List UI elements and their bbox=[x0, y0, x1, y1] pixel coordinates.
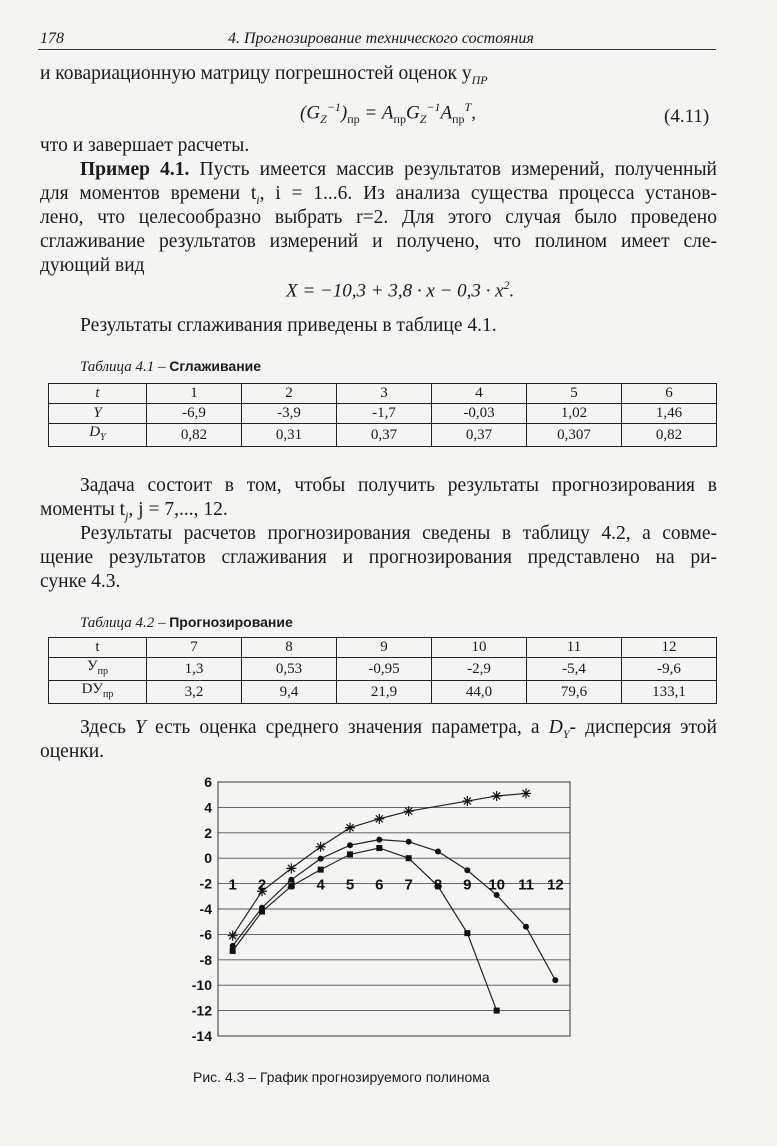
table-cell: $У_{пр}$ bbox=[49, 658, 147, 681]
task-line-2-text: моменты t bbox=[40, 499, 126, 520]
table-cell: 0,31 bbox=[242, 424, 337, 447]
data-point-circle bbox=[347, 842, 353, 848]
polynomial-equation-text: X = −10,3 + 3,8 · x − 0,3 · x bbox=[286, 280, 504, 302]
x-tick-label: 2 bbox=[257, 876, 267, 894]
table-cell: -1,7 bbox=[337, 404, 432, 424]
data-point-star bbox=[462, 796, 472, 806]
here-line-1: Здесь Y есть оценка среднего значения параметра, а $D_Y-$ дисперсия этой bbox=[80, 717, 717, 741]
table-row bbox=[49, 638, 717, 658]
table-cell: 0,53 bbox=[242, 658, 337, 681]
data-point-circle bbox=[376, 837, 382, 843]
paragraph-results-ref: Результаты сглаживания приведены в таблице 4.1. bbox=[80, 315, 497, 336]
data-point-star bbox=[521, 788, 531, 798]
y-tick-label: 0 bbox=[204, 850, 212, 867]
here-line-1-y: Y bbox=[135, 717, 146, 738]
task-line-1-text: Задача состоит в том, чтобы получить результаты прогнозирования в bbox=[80, 475, 717, 496]
table-cell: -5,4 bbox=[527, 658, 622, 681]
table-row bbox=[49, 424, 717, 447]
here-line-1-e: - дисперсия этой bbox=[569, 717, 717, 738]
data-point-circle bbox=[406, 839, 412, 845]
table-cell: 10 bbox=[432, 638, 527, 658]
task-line-2: моменты $t_j$, j = 7,..., 12. bbox=[40, 499, 228, 523]
series-line bbox=[233, 848, 497, 1011]
polynomial-equation: $X = -10,3 + 3,8 \cdot x - 0,3 \cdot x^2$. bbox=[286, 278, 515, 302]
example-line-1 bbox=[40, 158, 717, 182]
header-rule bbox=[38, 49, 716, 50]
table-cell: 133,1 bbox=[622, 681, 717, 704]
data-point-square bbox=[347, 851, 353, 857]
here-line-1-c: есть оценка среднего значения параметра, а bbox=[145, 717, 549, 738]
data-point-star bbox=[492, 791, 502, 801]
x-tick-label: 8 bbox=[433, 876, 443, 894]
y-tick-label: -12 bbox=[191, 1002, 212, 1019]
table-cell: 1,3 bbox=[147, 658, 242, 681]
data-point-circle bbox=[318, 856, 324, 862]
table-cell: -6,9 bbox=[147, 404, 242, 424]
table-4-2-caption-title: Прогнозирование bbox=[169, 614, 293, 630]
x-tick-label: 4 bbox=[316, 876, 325, 894]
task-line-2-text-b: , j = 7,..., 12. bbox=[128, 499, 228, 520]
y-tick-label: -8 bbox=[199, 951, 212, 968]
example-line-2-text-b: , i = 1...6. Из анализа существа процесса установ- bbox=[259, 183, 718, 204]
example-line-1-text: Пусть имеется массив результатов измерений, полученный bbox=[189, 159, 717, 180]
y-tick-label: 4 bbox=[204, 799, 212, 816]
running-title: 4. Прогнозирование технического состояния bbox=[228, 30, 534, 47]
table-cell: 0,37 bbox=[337, 424, 432, 447]
x-tick-label: 10 bbox=[488, 876, 506, 894]
results-line-1 bbox=[40, 522, 717, 546]
table-cell: 4 bbox=[432, 384, 527, 404]
data-point-star bbox=[316, 842, 326, 852]
paragraph-covariance-text: и ковариационную матрицу погрешностей оценок y bbox=[40, 63, 472, 84]
equation-4-11: $(G_Z^{-1})_{пр} = A_{пр}G_Z^{-1}A_{пр}^T$, bbox=[300, 100, 476, 127]
data-point-square bbox=[230, 948, 236, 954]
example-line-5: дующий вид bbox=[40, 255, 145, 276]
data-point-circle bbox=[523, 924, 529, 930]
x-tick-label: 9 bbox=[463, 876, 472, 894]
data-point-circle bbox=[552, 977, 558, 983]
data-point-star bbox=[286, 863, 296, 873]
table-4-2-caption bbox=[80, 614, 293, 632]
table-cell: 0,307 bbox=[527, 424, 622, 447]
table-cell: 0,37 bbox=[432, 424, 527, 447]
table-cell: t bbox=[49, 638, 147, 658]
table-cell: -2,9 bbox=[432, 658, 527, 681]
table-cell-text: DУ bbox=[81, 681, 104, 697]
data-point-square bbox=[494, 1008, 500, 1014]
here-line-1-a: Здесь bbox=[80, 717, 136, 738]
data-point-circle bbox=[464, 867, 470, 873]
data-point-star bbox=[404, 806, 414, 816]
table-cell: 1,02 bbox=[527, 404, 622, 424]
table-cell: 0,82 bbox=[147, 424, 242, 447]
figure-caption: Рис. 4.3 – График прогнозируемого полинома bbox=[193, 1069, 490, 1085]
table-4-2 bbox=[48, 637, 717, 704]
example-line-4: сглаживание результатов измерений и получено, что полином имеет сле- bbox=[40, 231, 717, 252]
data-point-square bbox=[464, 930, 470, 936]
table-cell: $DУ_{пр}$ bbox=[49, 681, 147, 704]
data-point-star bbox=[374, 814, 384, 824]
table-cell: 9,4 bbox=[242, 681, 337, 704]
table-cell: 12 bbox=[622, 638, 717, 658]
table-cell: 1,46 bbox=[622, 404, 717, 424]
table-cell: 8 bbox=[242, 638, 337, 658]
table-cell: -0,03 bbox=[432, 404, 527, 424]
table-4-1 bbox=[48, 383, 717, 447]
table-cell: 0,82 bbox=[622, 424, 717, 447]
table-cell: 44,0 bbox=[432, 681, 527, 704]
table-cell: 2 bbox=[242, 384, 337, 404]
here-line-1-d: D bbox=[548, 717, 563, 738]
data-point-circle bbox=[435, 848, 441, 854]
table-cell-text: У bbox=[87, 658, 98, 674]
table-cell: 9 bbox=[337, 638, 432, 658]
table-4-1-caption bbox=[80, 358, 261, 376]
table-cell: 79,6 bbox=[527, 681, 622, 704]
table-4-1-caption-label: Таблица 4.1 – bbox=[80, 359, 166, 375]
table-cell: $D_Y$ bbox=[49, 424, 147, 447]
x-tick-label: 6 bbox=[375, 876, 384, 894]
equation-4-11-rhs: = A bbox=[359, 102, 394, 124]
data-point-star bbox=[228, 931, 238, 941]
table-4-2-caption-label: Таблица 4.2 – bbox=[80, 615, 166, 631]
x-tick-label: 7 bbox=[404, 876, 413, 894]
polynomial-chart bbox=[190, 770, 590, 1050]
table-cell: 1 bbox=[147, 384, 242, 404]
table-cell: -9,6 bbox=[622, 658, 717, 681]
y-tick-label: -6 bbox=[199, 926, 212, 943]
y-tick-label: -4 bbox=[199, 901, 212, 917]
page-number: 178 bbox=[40, 30, 64, 47]
here-line-2: оценки. bbox=[40, 741, 105, 762]
results-line-3: сунке 4.3. bbox=[40, 571, 121, 592]
x-tick-label: 12 bbox=[546, 876, 564, 894]
x-tick-label: 5 bbox=[345, 876, 355, 894]
table-cell: 5 bbox=[527, 384, 622, 404]
results-line-1-text: Результаты расчетов прогнозирования сведены в таблицу 4.2, а совме- bbox=[80, 523, 717, 544]
y-tick-label: -2 bbox=[199, 875, 212, 892]
data-point-square bbox=[376, 845, 382, 851]
x-tick-label: 11 bbox=[518, 876, 534, 894]
table-cell: 3 bbox=[337, 384, 432, 404]
example-line-2: для моментов времени $t_i$, i = 1...6. Из анализа существа процесса установ- bbox=[40, 183, 718, 207]
table-cell: -3,9 bbox=[242, 404, 337, 424]
example-line-3: лено, что целесообразно выбрать r=2. Для этого случая было проведено bbox=[40, 207, 717, 228]
table-row bbox=[49, 404, 717, 424]
table-cell: 3,2 bbox=[147, 681, 242, 704]
table-row bbox=[49, 681, 717, 704]
table-4-1-caption-title: Сглаживание bbox=[169, 358, 262, 374]
data-point-star bbox=[345, 823, 355, 833]
series-line bbox=[233, 840, 556, 980]
y-tick-label: 2 bbox=[204, 824, 212, 841]
data-point-square bbox=[259, 909, 265, 915]
table-cell-text: D bbox=[89, 424, 101, 440]
table-cell: 11 bbox=[527, 638, 622, 658]
equation-number: (4.11) bbox=[664, 106, 710, 127]
table-row bbox=[49, 384, 717, 404]
y-tick-label: -10 bbox=[191, 977, 212, 994]
paragraph-covariance bbox=[40, 62, 488, 92]
x-tick-label: 3 bbox=[287, 876, 296, 894]
x-tick-label: 1 bbox=[228, 876, 237, 894]
table-cell: 21,9 bbox=[337, 681, 432, 704]
results-line-2: щение результатов сглаживания и прогнозирования представлено на ри- bbox=[40, 547, 717, 568]
paragraph-covariance-sub: ПР bbox=[471, 72, 488, 87]
data-point-square bbox=[318, 867, 324, 873]
table-cell: 6 bbox=[622, 384, 717, 404]
y-tick-label: 6 bbox=[204, 774, 212, 790]
table-cell: t bbox=[49, 384, 147, 404]
task-line-1 bbox=[40, 474, 717, 498]
example-line-2-text: для моментов времени t bbox=[40, 183, 257, 204]
table-cell: -0,95 bbox=[337, 658, 432, 681]
y-tick-label: -14 bbox=[191, 1028, 212, 1044]
table-row bbox=[49, 658, 717, 681]
paragraph-finish: что и завершает расчеты. bbox=[40, 135, 250, 156]
table-cell: 7 bbox=[147, 638, 242, 658]
data-point-square bbox=[406, 855, 412, 861]
equation-4-11-lhs: (G bbox=[300, 102, 321, 124]
table-cell: Y bbox=[49, 404, 147, 424]
example-label: Пример 4.1. bbox=[80, 159, 190, 180]
